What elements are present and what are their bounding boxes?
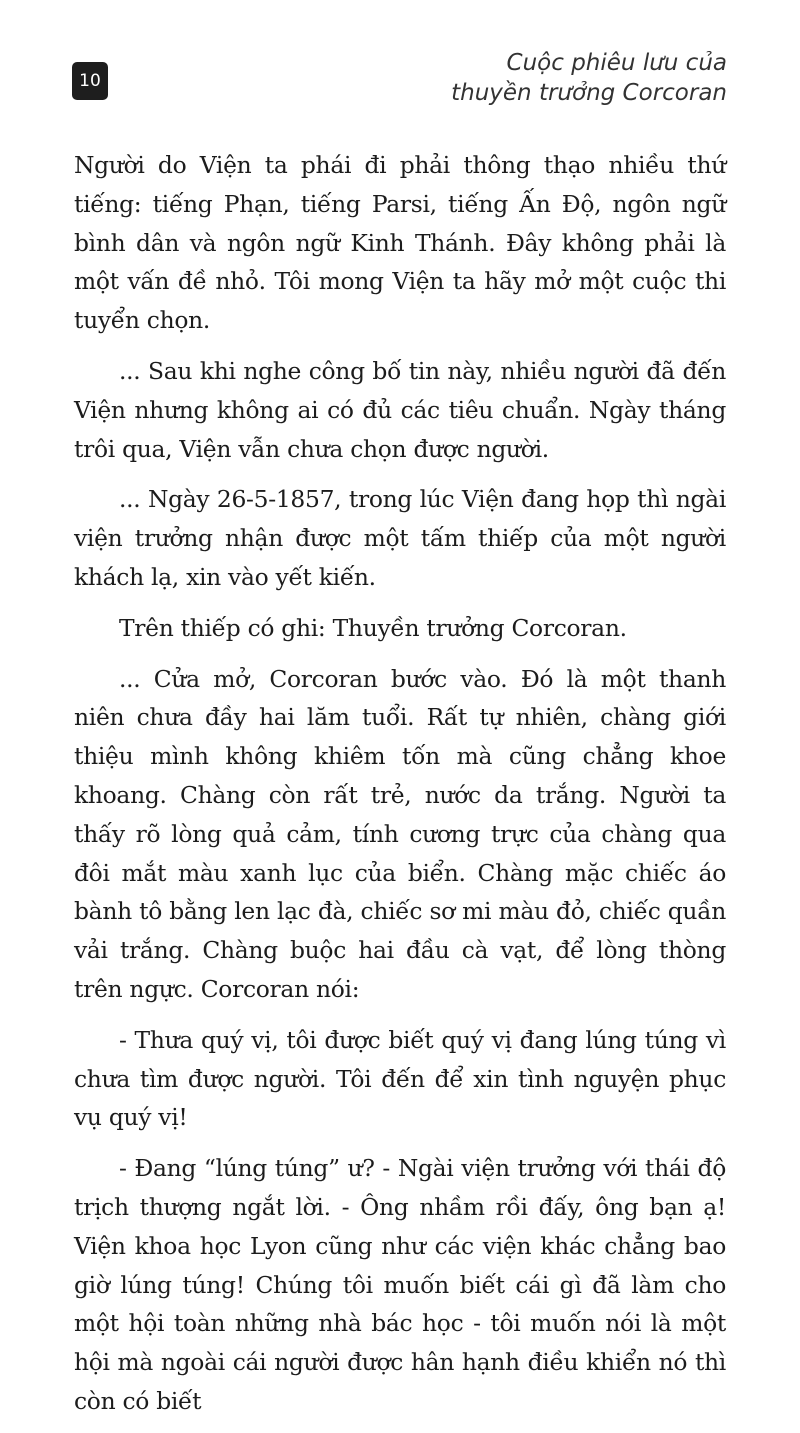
running-header-line-2: thuyền trưởng Corcoran: [451, 80, 727, 106]
paragraph: - Thưa quý vị, tôi được biết quý vị đang lúng túng vì chưa tìm được người. Tôi đến để xin tình nguyện phục vụ quý vị!: [74, 1025, 726, 1132]
paragraph: Người do Viện ta phái đi phải thông thạo nhiều thứ tiếng: tiếng Phạn, tiếng Parsi, tiếng Ấn Độ, ngôn ngữ bình dân và ngôn ngữ Kinh Thánh. Đây không phải là một vấn đề nhỏ. Tôi mong Viện ta hãy mở một cuộc thi tuyển chọn.: [74, 151, 726, 335]
page-number: 10: [79, 71, 101, 91]
paragraph: ... Ngày 26-5-1857, trong lúc Viện đang họp thì ngài viện trưởng nhận được một tấm thiếp của một người khách lạ, xin vào yết kiến.: [74, 485, 726, 591]
running-header-line-1: Cuộc phiêu lưu của: [506, 50, 727, 76]
paragraph: - Đang “lúng túng” ư? - Ngài viện trưởng với thái độ trịch thượng ngắt lời. - Ông nhầm rồi đấy, ông bạn ạ! Viện khoa học Lyon cũng như các viện khác chẳng bao giờ lúng túng! Chúng tôi muốn biết cái gì đã làm cho một hội toàn những nhà bác học - tôi muốn nói là một hội mà ngoài cái người được hân hạnh điều khiển nó thì còn có biết: [74, 1154, 726, 1415]
paragraph: ... Sau khi nghe công bố tin này, nhiều người đã đến Viện nhưng không ai có đủ các tiêu chuẩn. Ngày tháng trôi qua, Viện vẫn chưa chọn được người.: [74, 356, 726, 463]
running-header: [451, 48, 727, 108]
paragraph: Trên thiếp có ghi: Thuyền trưởng Corcoran.: [119, 613, 627, 642]
body-text: [74, 146, 726, 1433]
paragraph: ... Cửa mở, Corcoran bước vào. Đó là một thanh niên chưa đầy hai lăm tuổi. Rất tự nhiên, chàng giới thiệu mình không khiêm tốn mà cũng chẳng khoe khoang. Chàng còn rất trẻ, nước da trắng. Người ta thấy rõ lòng quả cảm, tính cương trực của chàng qua đôi mắt màu xanh lục của biển. Chàng mặc chiếc áo bành tô bằng len lạc đà, chiếc sơ mi màu đỏ, chiếc quần vải trắng. Chàng buộc hai đầu cà vạt, để lòng thòng trên ngực. Corcoran nói:: [74, 664, 726, 1003]
page-number-badge: [72, 62, 108, 100]
